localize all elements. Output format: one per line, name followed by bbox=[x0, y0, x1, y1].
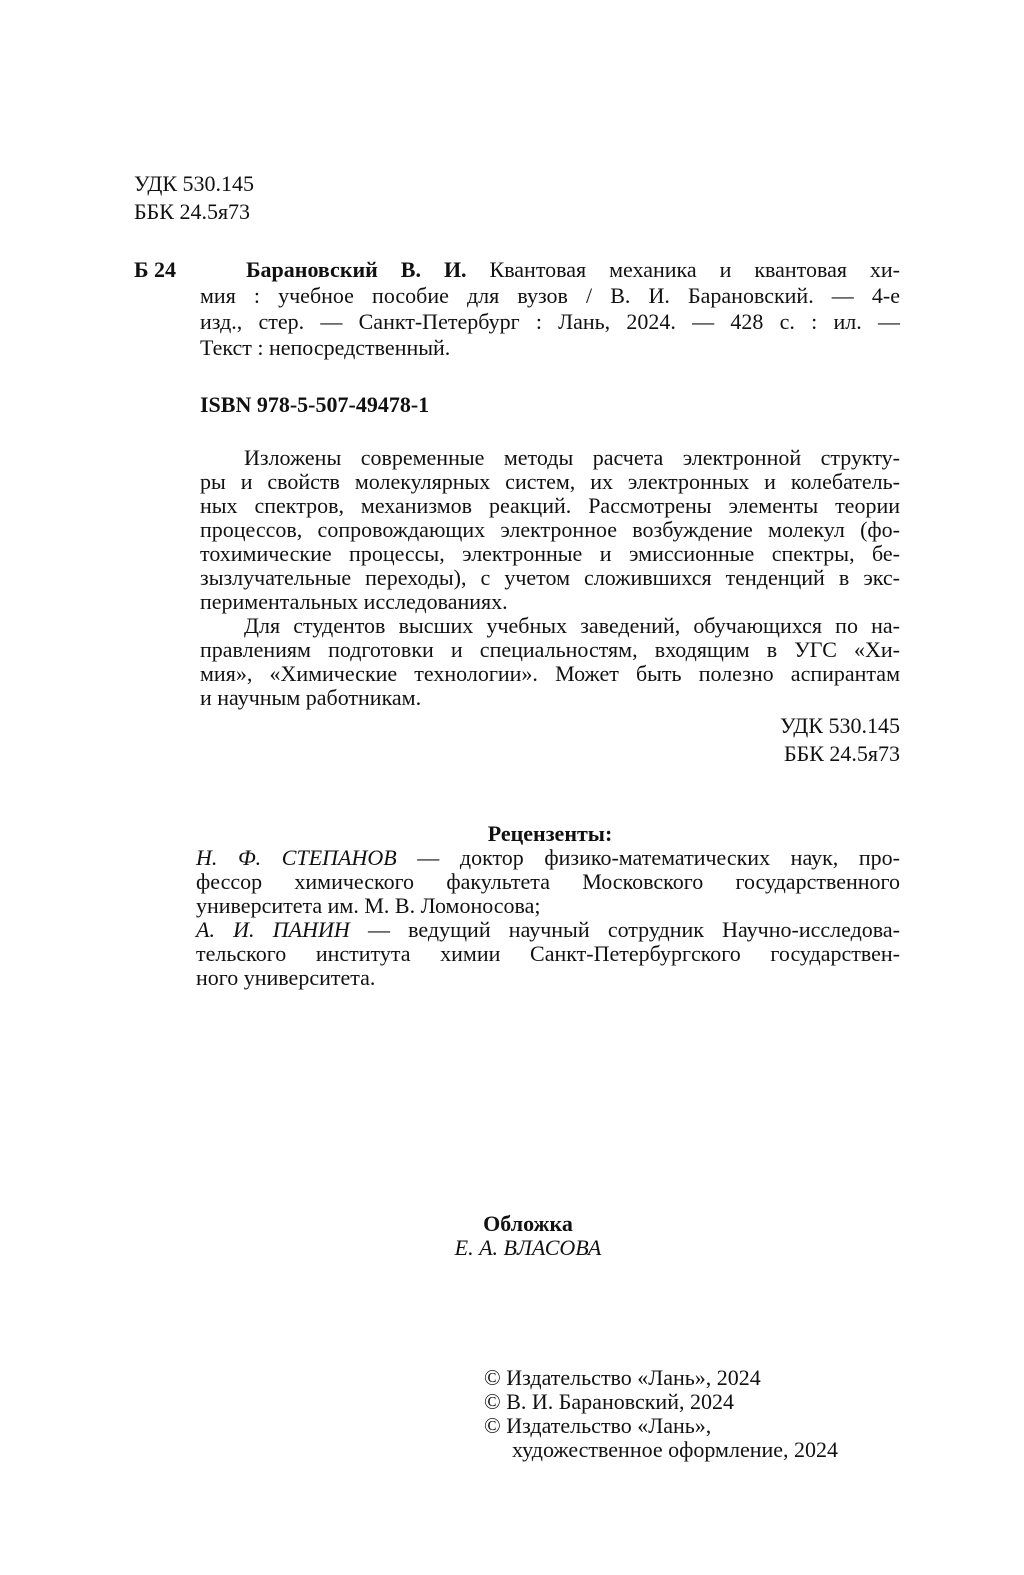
abstract-p1-line: ры и свойств молекулярных систем, их электронных и колебатель- bbox=[200, 469, 900, 494]
isbn: ISBN 978-5-507-49478-1 bbox=[200, 392, 430, 417]
bbk-top: ББК 24.5я73 bbox=[134, 199, 251, 224]
cover-designer: Е. А. ВЛАСОВА bbox=[454, 1235, 602, 1260]
catalog-line-4: Текст : непосредственный. bbox=[200, 335, 451, 360]
catalog-author: Барановский В. И. bbox=[246, 257, 467, 282]
udk-top: УДК 530.145 bbox=[134, 171, 255, 196]
abstract-p1-line: процессов, сопровождающих электронное возбуждение молекул (фо- bbox=[200, 517, 900, 542]
udk-bottom: УДК 530.145 bbox=[779, 713, 900, 738]
copyright-line: художественное оформление, 2024 bbox=[512, 1437, 839, 1462]
reviewers bbox=[196, 846, 900, 990]
abstract-p2-line: Для студентов высших учебных заведений, обучающихся по на- bbox=[244, 613, 900, 638]
reviewer-2-name: А. И. ПАНИН bbox=[196, 917, 350, 942]
cover-label: Обложка bbox=[483, 1211, 573, 1236]
reviewer-1-name: Н. Ф. СТЕПАНОВ bbox=[196, 845, 397, 870]
catalog-line-2: мия : учебное пособие для вузов / В. И. Барановский. — 4-е bbox=[200, 283, 900, 308]
reviewer-2-line-1: А. И. ПАНИН — ведущий научный сотрудник Научно-исследова- bbox=[196, 917, 900, 942]
reviewer-2-line-3: ного университета. bbox=[196, 965, 376, 990]
abstract-p1-line: Изложены современные методы расчета электронной структу- bbox=[244, 445, 900, 470]
catalog-line-3: изд., стер. — Санкт-Петербург : Лань, 2024. — 428 с. : ил. — bbox=[200, 309, 900, 334]
copyright-line: © В. И. Барановский, 2024 bbox=[484, 1389, 734, 1414]
abstract bbox=[200, 446, 900, 710]
catalog-continuation bbox=[200, 284, 900, 360]
bbk-bottom: ББК 24.5я73 bbox=[783, 741, 900, 766]
reviewer-1-line-2: фессор химического факультета Московского государственного bbox=[196, 869, 900, 894]
reviewers-heading: Рецензенты: bbox=[487, 821, 613, 846]
copyright-line: © Издательство «Лань», 2024 bbox=[484, 1365, 761, 1390]
cover-credit bbox=[228, 1212, 828, 1260]
abstract-p1-line: ных спектров, механизмов реакций. Рассмотрены элементы теории bbox=[200, 493, 900, 518]
reviewer-2-line-2: тельского института химии Санкт-Петербургского государствен- bbox=[196, 941, 900, 966]
copyright bbox=[484, 1366, 904, 1462]
reviewers-heading-wrap bbox=[200, 822, 900, 846]
abstract-p1-line: тохимические процессы, электронные и эмиссионные спектры, бе- bbox=[200, 541, 900, 566]
abstract-p2-line: мия», «Химические технологии». Может быть полезно аспирантам bbox=[200, 661, 900, 686]
reviewer-1-line-1: Н. Ф. СТЕПАНОВ — доктор физико-математических наук, про- bbox=[196, 845, 900, 870]
abstract-p2-line: правлениям подготовки и специальностям, входящим в УГС «Хи- bbox=[200, 637, 900, 662]
abstract-p2-line: и научным работникам. bbox=[200, 685, 422, 710]
copyright-line: © Издательство «Лань», bbox=[484, 1413, 712, 1438]
reviewer-1-line-3: университета им. М. В. Ломоносова; bbox=[196, 893, 541, 918]
abstract-p1-line: периментальных исследованиях. bbox=[200, 589, 508, 614]
catalog-mark: Б 24 bbox=[134, 257, 177, 282]
catalog-entry bbox=[246, 258, 900, 282]
index-bottom bbox=[600, 714, 900, 766]
abstract-p1-line: зызлучательные переходы), с учетом сложившихся тенденций в экс- bbox=[200, 565, 900, 590]
catalog-line-1: Барановский В. И. Квантовая механика и квантовая хи- bbox=[246, 257, 901, 282]
